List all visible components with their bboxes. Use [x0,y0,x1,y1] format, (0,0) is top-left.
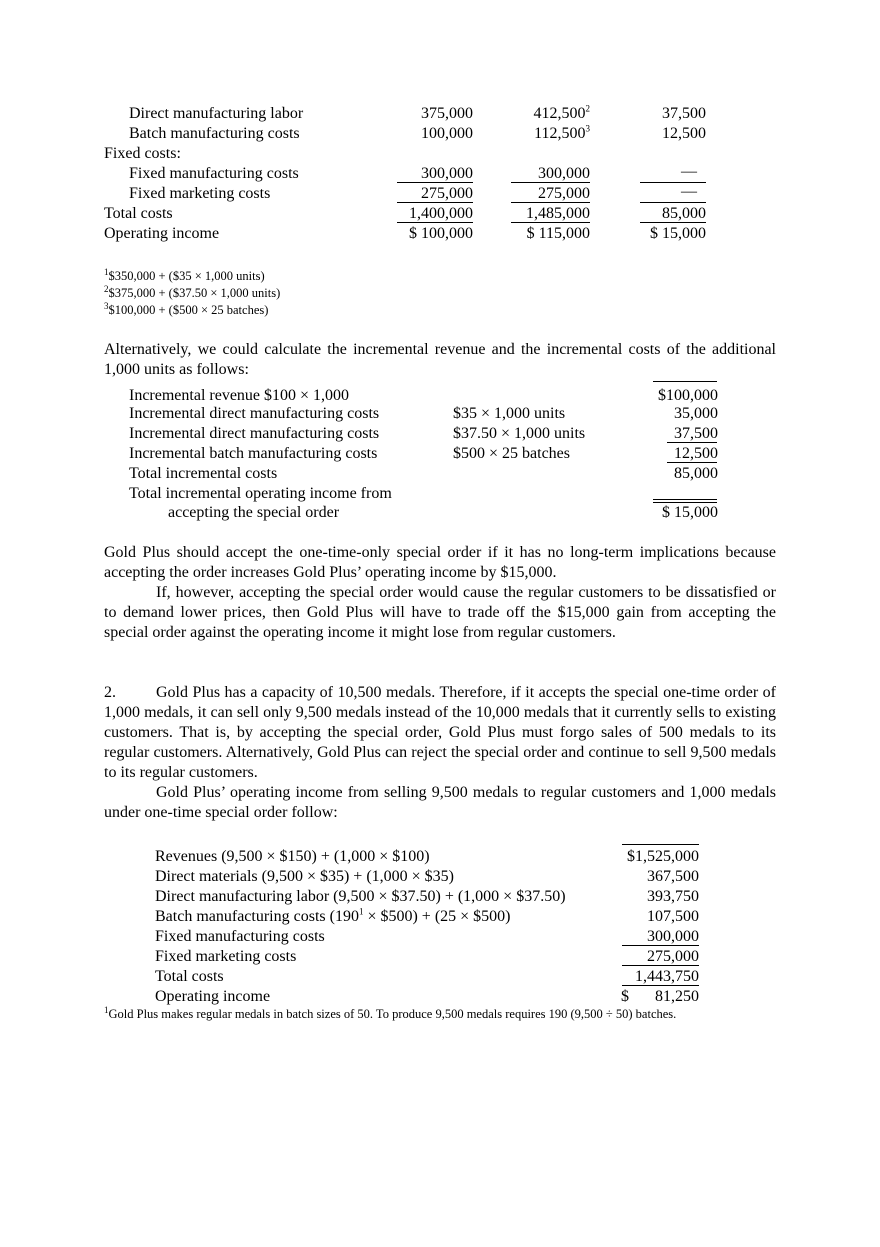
row-detail: $500 × 25 batches [453,445,570,462]
col3-value: — [681,183,697,200]
top-rule [653,381,717,382]
row-label: Fixed manufacturing costs [155,928,325,945]
col2-value: 300,000 [538,165,590,182]
col1-value: 275,000 [421,185,473,202]
row-label: Operating income [155,988,271,1005]
underline-rule [622,945,699,946]
row-label: Total costs [155,968,224,985]
col3-value: 85,000 [662,205,706,222]
col2-value: 275,000 [538,185,590,202]
row-label: Revenues (9,500 × $150) + (1,000 × $100) [155,848,430,865]
row-label: Total incremental operating income from [129,485,392,502]
row-detail: $35 × 1,000 units [453,405,566,422]
underline-rule [511,182,590,183]
row-label: Incremental revenue $100 × 1,000 [129,387,350,404]
underline-rule [397,202,473,203]
footnote: $^2$\$375,000 + ($37.50 × 1,000 units) [104,283,281,300]
row-label: Fixed marketing costs [155,948,297,965]
underline-rule [397,222,473,223]
underline-rule [511,222,590,223]
row-value: 35,000 [674,405,718,422]
row-value: $1,525,000 [627,848,699,865]
row-value: 12,500 [674,445,718,462]
top-rule [622,844,699,845]
underline-rule [640,182,706,183]
col2-value: 412,500$^2$ [533,103,590,122]
underline-rule [667,442,717,443]
row-label: Fixed manufacturing costs [129,165,299,182]
row-label: Incremental direct manufacturing costs [129,425,380,442]
underline-rule [511,202,590,203]
row-label: Incremental direct manufacturing costs [129,405,380,422]
row-value: 85,000 [674,465,718,482]
question-2-paragraph: 2. Gold Plus has a capacity of 10,500 medals. Therefore, if it accepts the special one-time order of 1,000 medals, it can sell only 9,500 medals instead of the 10,000 medals that it currently sells to existing customers. That is, by accepting the special order, Gold Plus must forgo sales of 500 medals to its regular customers. Alternatively, Gold Plus can reject the special order and continue to sell 9,500 medals to its regular customers. [104,684,776,781]
col2-value: 112,500$^3$ [534,123,590,142]
underline-rule [667,462,717,463]
underline-rule [622,965,699,966]
col3-value: — [681,163,697,180]
underline-rule [640,202,706,203]
caveat-paragraph: If, however, accepting the special order would cause the regular customers to be dissatisfied or to demand lower prices, then Gold Plus will have to trade off the $15,000 gain from accepting the special order against the operating income it might lose from regular customers. [104,584,776,641]
row-label: Fixed marketing costs [129,185,271,202]
row-label: Total costs [104,205,173,222]
row-value: 393,750 [647,888,699,905]
row-label: accepting the special order [168,504,340,521]
row-value: 107,500 [647,908,699,925]
col1-value: 1,400,000 [409,205,473,222]
row-label: Batch manufacturing costs ($190^1$ × $500) + (25 × $500) [155,906,511,925]
footnote: $^3$\$100,000 + ($500 × 25 batches) [104,300,269,317]
row-label: Direct materials (9,500 × $35) + (1,000 × $35) [155,868,454,885]
col1-value: 375,000 [421,105,473,122]
row-value: 275,000 [647,948,699,965]
double-rule [653,499,717,500]
row-label: Direct manufacturing labor [129,105,304,122]
col2-value: $ 115,000 [526,225,590,242]
col3-value: 37,500 [662,105,706,122]
underline-rule [622,985,699,986]
row-label: Fixed costs: [104,145,181,162]
row-value: $100,000 [658,387,718,404]
currency-sign: $ [621,988,629,1005]
col2-value: 1,485,000 [526,205,590,222]
col3-value: 12,500 [662,125,706,142]
row-value: 300,000 [647,928,699,945]
row-label: Batch manufacturing costs [129,125,300,142]
row-value: 37,500 [674,425,718,442]
row-label: Operating income [104,225,220,242]
alt-intro-paragraph: Alternatively, we could calculate the incremental revenue and the incremental costs of the additional 1,000 units as follows: [104,341,776,378]
operating-income-intro: Gold Plus’ operating income from selling 9,500 medals to regular customers and 1,000 medals under one-time special order follow: [104,784,776,821]
footnote: $^1$Gold Plus makes regular medals in batch sizes of 50. To produce 9,500 medals requires 190 (9,500 ÷ 50) batches. [104,1004,677,1021]
row-value: 367,500 [647,868,699,885]
row-label: Incremental batch manufacturing costs [129,445,378,462]
row-value: 81,250 [655,988,699,1005]
conclusion-paragraph: Gold Plus should accept the one-time-only special order if it has no long-term implications because accepting the order increases Gold Plus’ operating income by $15,000. [104,544,776,581]
col1-value: 300,000 [421,165,473,182]
row-value: 1,443,750 [635,968,699,985]
footnote: $^1$\$350,000 + ($35 × 1,000 units) [104,266,265,283]
underline-rule [397,182,473,183]
row-label: Direct manufacturing labor (9,500 × $37.50) + (1,000 × $37.50) [155,888,566,905]
item-number: 2. [104,684,116,701]
row-value: $ 15,000 [662,504,718,521]
col1-value: 100,000 [421,125,473,142]
row-label: Total incremental costs [129,465,278,482]
double-rule [653,502,717,503]
underline-rule [640,222,706,223]
row-detail: $37.50 × 1,000 units [453,425,586,442]
col1-value: $ 100,000 [409,225,473,242]
col3-value: $ 15,000 [650,225,706,242]
